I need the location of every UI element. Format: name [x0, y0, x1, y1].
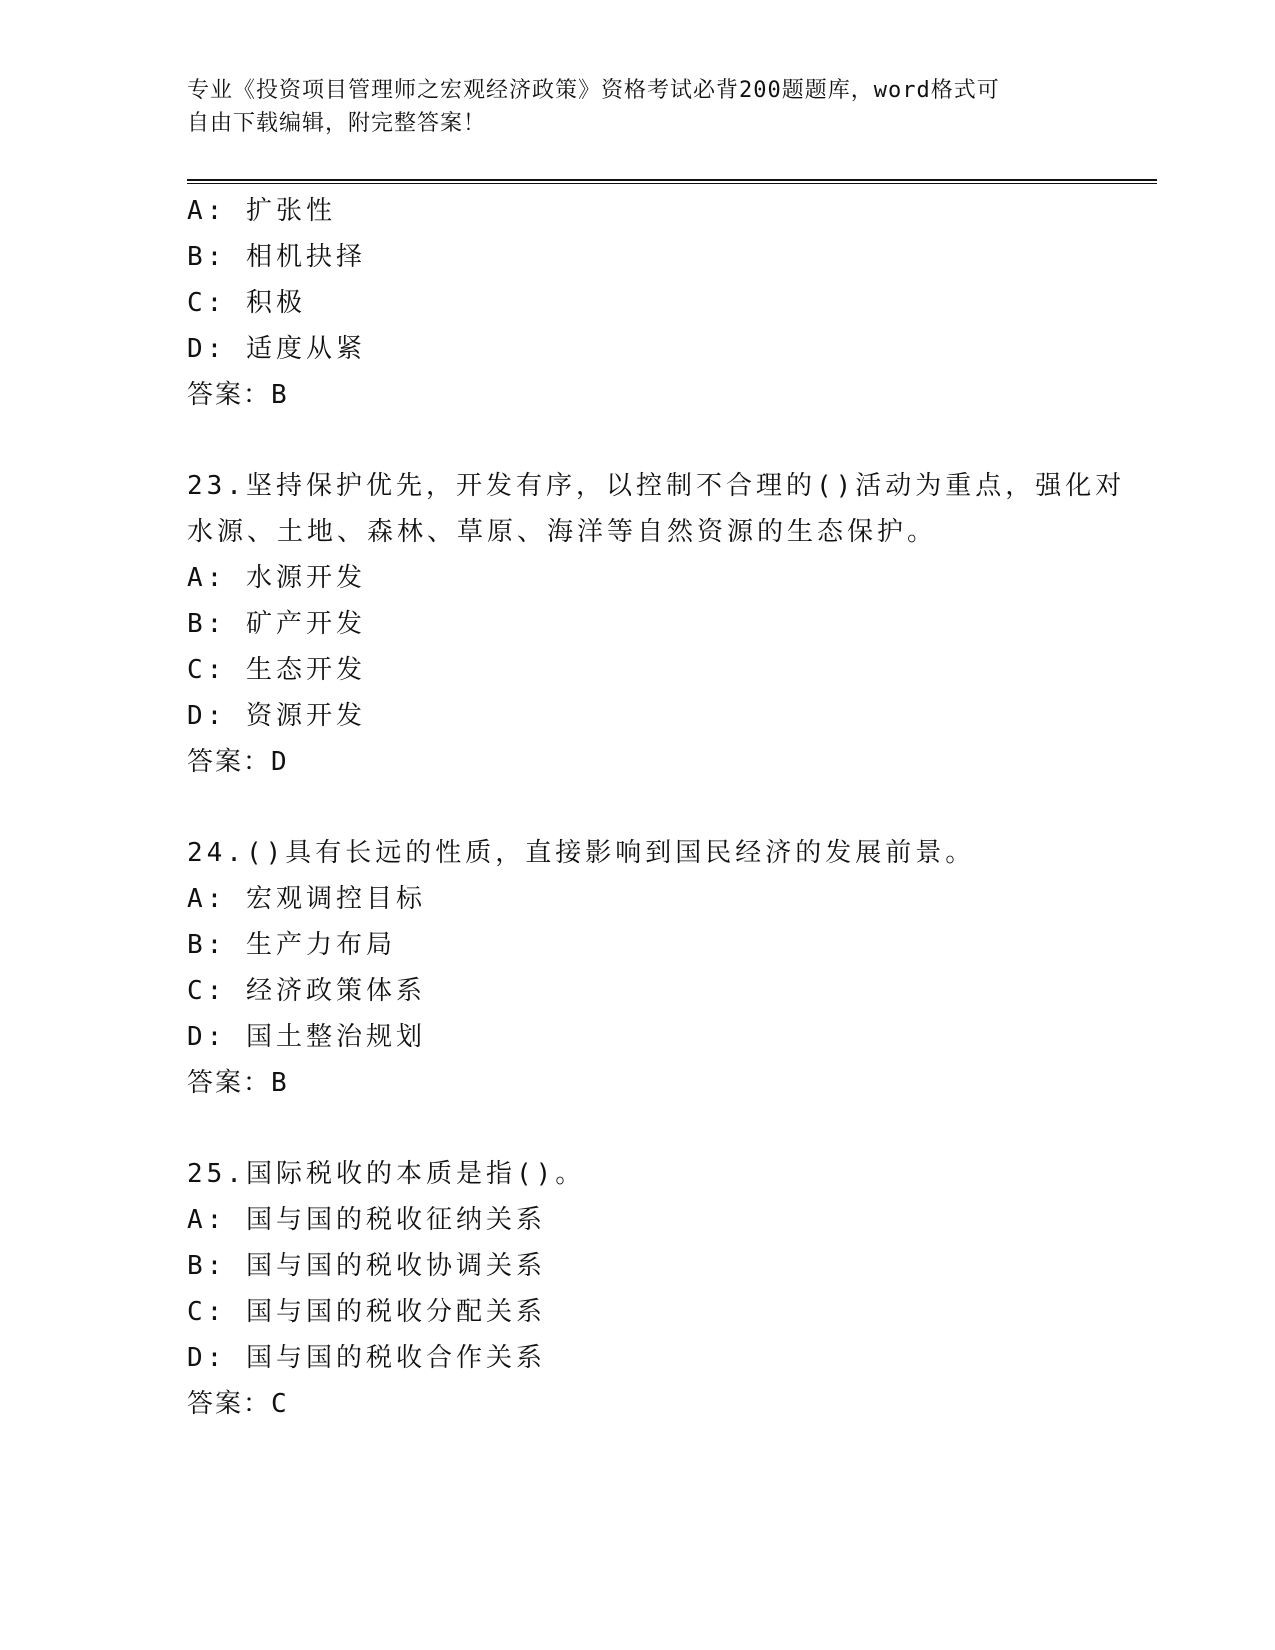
- answer: 答案：B: [187, 380, 289, 410]
- option-d: D: 适度从紧: [187, 334, 366, 364]
- option-d: D: 国与国的税收合作关系: [187, 1343, 546, 1373]
- question-list: [187, 188, 1126, 1427]
- option-b: B: 相机抉择: [187, 242, 366, 272]
- question-block-22: [187, 188, 1087, 418]
- option-a: A: 国与国的税收征纳关系: [187, 1205, 546, 1235]
- answer: 答案：C: [187, 1389, 289, 1419]
- header-line-1: 专业《投资项目管理师之宏观经济政策》资格考试必背200题题库，word格式可: [187, 78, 1000, 103]
- header-line-2: 自由下载编辑，附完整答案！: [187, 111, 487, 136]
- option-b: B: 生产力布局: [187, 930, 396, 960]
- option-b: B: 国与国的税收协调关系: [187, 1251, 546, 1281]
- question-block-25: [187, 1151, 1087, 1427]
- question-block-23: [187, 463, 1126, 785]
- option-a: A: 宏观调控目标: [187, 884, 426, 914]
- option-d: D: 国土整治规划: [187, 1022, 426, 1052]
- option-c: C: 国与国的税收分配关系: [187, 1297, 546, 1327]
- answer: 答案：B: [187, 1068, 289, 1098]
- option-c: C: 生态开发: [187, 655, 366, 685]
- header-divider-thin: [187, 183, 1157, 184]
- option-a: A: 扩张性: [187, 196, 336, 226]
- header-divider-thick: [187, 179, 1157, 181]
- option-d: D: 资源开发: [187, 701, 366, 731]
- option-a: A: 水源开发: [187, 563, 366, 593]
- question-text-line-1: 23.坚持保护优先，开发有序，以控制不合理的()活动为重点，强化对: [187, 471, 1126, 501]
- option-c: C: 经济政策体系: [187, 976, 426, 1006]
- question-block-24: [187, 830, 1087, 1106]
- question-text-line-2: 水源、土地、森林、草原、海洋等自然资源的生态保护。: [187, 517, 938, 547]
- option-c: C: 积极: [187, 288, 306, 318]
- question-text: 24.()具有长远的性质，直接影响到国民经济的发展前景。: [187, 838, 976, 868]
- option-b: B: 矿产开发: [187, 609, 366, 639]
- question-text: 25.国际税收的本质是指()。: [187, 1159, 586, 1189]
- answer: 答案：D: [187, 747, 289, 777]
- document-header: [187, 74, 1067, 140]
